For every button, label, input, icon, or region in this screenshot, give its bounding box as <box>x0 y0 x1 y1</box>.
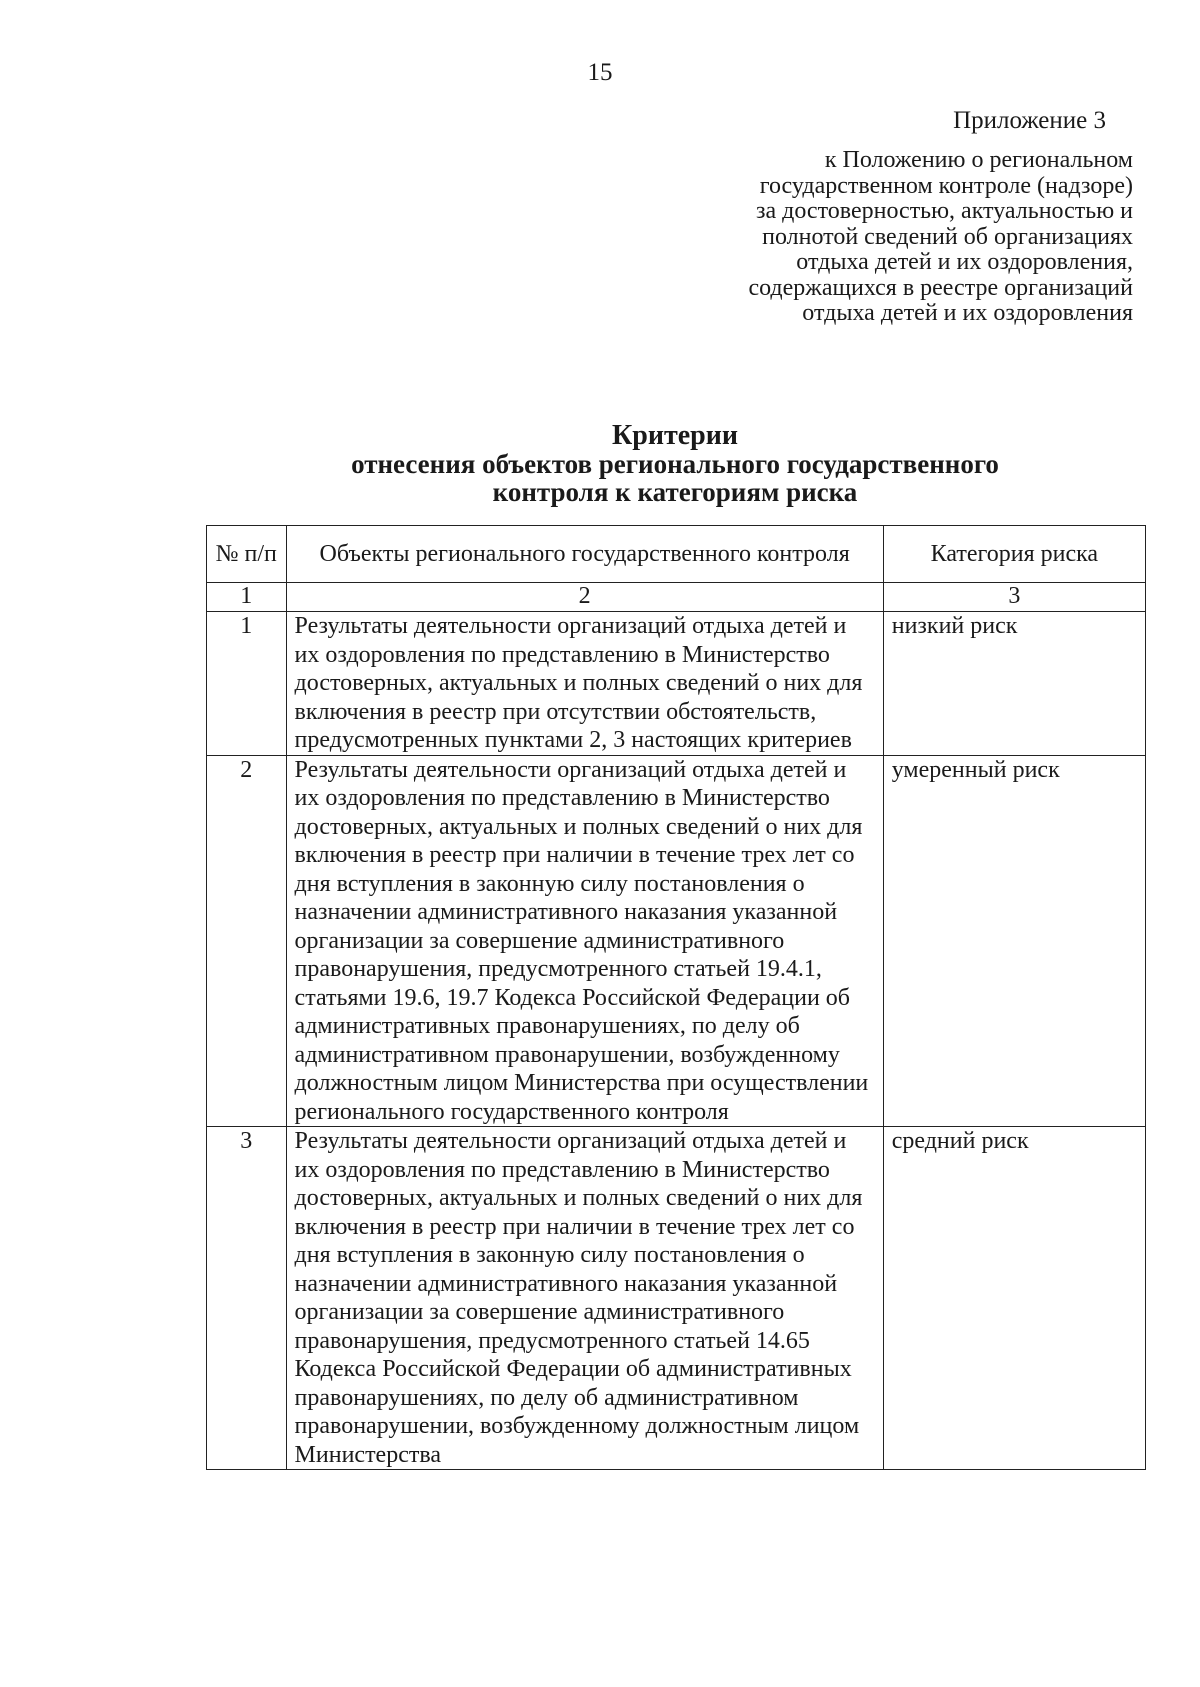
column-number-row <box>207 583 1146 612</box>
header-num: № п/п <box>207 526 287 583</box>
column-number: 3 <box>883 583 1145 612</box>
row-num: 1 <box>207 612 287 756</box>
table-row <box>207 1127 1146 1470</box>
page-number: 15 <box>587 59 613 86</box>
column-number: 1 <box>207 583 287 612</box>
appendix-label: Приложение 3 <box>953 107 1106 134</box>
appendix-line: за достоверностью, актуальностью и <box>755 198 1133 224</box>
row-risk: умеренный риск <box>883 755 1145 1127</box>
appendix-reference <box>573 148 1133 327</box>
appendix-line: содержащихся в реестре организаций <box>748 274 1133 301</box>
row-object: Результаты деятельности организаций отдыха детей и их оздоровления по представлению в Министерство достоверных, актуальных и полных сведений о них для включения в реестр при отсутствии обстоятельств, предусмотренных пунктами 2, 3 настоящих критериев <box>286 612 883 756</box>
table-row <box>207 612 1146 756</box>
row-risk: средний риск <box>883 1127 1145 1470</box>
document-title <box>0 422 1200 506</box>
row-risk: низкий риск <box>883 612 1145 756</box>
column-number: 2 <box>286 583 883 612</box>
row-object: Результаты деятельности организаций отдыха детей и их оздоровления по представлению в Министерство достоверных, актуальных и полных сведений о них для включения в реестр при наличии в течение трех лет со дня вступления в законную силу постановления о назначении административного наказания указанной организации за совершение административного правонарушения, предусмотренного статьей 14.65 Кодекса Российской Федерации об административных правонарушениях, по делу об административном правонарушении, возбужденному должностным лицом Министерства <box>286 1127 883 1470</box>
title-line: отнесения объектов регионального государственного <box>351 449 999 479</box>
title-main: Критерии <box>611 420 739 451</box>
table-row <box>207 755 1146 1127</box>
appendix-line: отдыха детей и их оздоровления <box>802 300 1133 326</box>
header-risk: Категория риска <box>883 526 1145 583</box>
row-num: 3 <box>207 1127 287 1470</box>
title-line: контроля к категориям риска <box>492 477 858 507</box>
header-object: Объекты регионального государственного контроля <box>286 526 883 583</box>
appendix-line: отдыха детей и их оздоровления, <box>796 249 1133 275</box>
table-header-row <box>207 526 1146 583</box>
row-object: Результаты деятельности организаций отдыха детей и их оздоровления по представлению в Министерство достоверных, актуальных и полных сведений о них для включения в реестр при наличии в течение трех лет со дня вступления в законную силу постановления о назначении административного наказания указанной организации за совершение административного правонарушения, предусмотренного статьей 19.4.1, статьями 19.6, 19.7 Кодекса Российской Федерации об административных правонарушениях, по делу об административном правонарушении, возбужденному должностным лицом Министерства при осуществлении регионального государственного контроля <box>286 755 883 1127</box>
appendix-line: государственном контроле (надзоре) <box>759 172 1133 199</box>
appendix-line: к Положению о региональном <box>824 147 1133 173</box>
appendix-line: полнотой сведений об организациях <box>762 223 1133 250</box>
criteria-table <box>206 525 1146 1470</box>
row-num: 2 <box>207 755 287 1127</box>
